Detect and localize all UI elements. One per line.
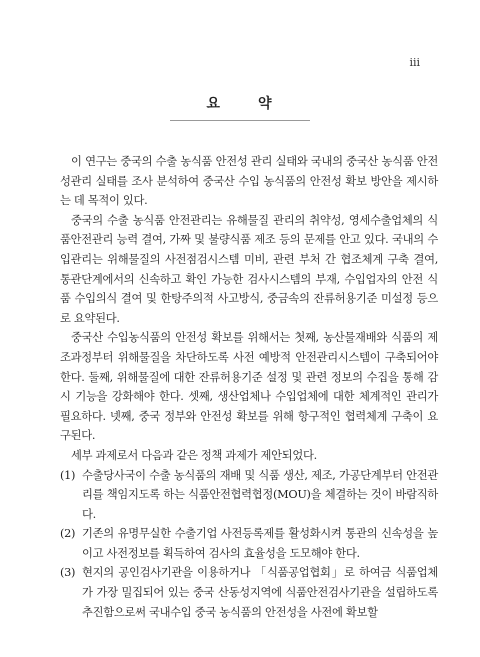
- list-item: [60, 563, 438, 622]
- title-char-2: 약: [258, 96, 274, 112]
- paragraph-measures: 중국산 수입농식품의 안전성 확보를 위해서는 첫째, 농산물재배와 식품의 제조과정부터 위해물질을 차단하도록 사전 예방적 안전관리시스템이 구축되어야 한다. 둘째, 위해물질에 대한 잔류허용기준 설정 및 관련 정보의 수집을 통해 감시 기능을 강화해야 한다. 셋째, 생산업체나 수입업체에 대한 체계적인 관리가 필요하다. 넷째, 중국 정부와 안전성 확보를 위해 항구적인 협력체계 구축이 요구된다.: [60, 331, 438, 443]
- page-title: [0, 93, 480, 113]
- paragraph-tasks-intro: 세부 과제로서 다음과 같은 정책 과제가 제안되었다.: [71, 448, 317, 462]
- list-item: [60, 466, 438, 525]
- page-number: iii: [409, 56, 420, 69]
- list-item-number: (3): [60, 566, 76, 580]
- list-item-number: (1): [60, 468, 76, 482]
- list-item-text: 현지의 공인검사기관을 이용하거나 「식품공업협회」로 하여금 식품업체가 가장 밀집되어 있는 중국 산동성지역에 식품안전검사기관을 설립하도록 추진함으로써 국내수입 중국 농식품의 안전성을 사전에 확보할: [82, 566, 438, 619]
- list-item-number: (2): [60, 527, 76, 541]
- list-item: [60, 524, 438, 563]
- summary-body: [60, 152, 438, 622]
- title-divider: [170, 120, 310, 121]
- title-char-1: 요: [206, 96, 222, 112]
- policy-task-list: [60, 466, 438, 623]
- list-item-text: 수출당사국이 수출 농식품의 재배 및 식품 생산, 제조, 가공단계부터 안전관리를 책임지도록 하는 식품안전협력협정(MOU)을 체결하는 것이 바람직하다.: [82, 468, 438, 521]
- paragraph-purpose: 이 연구는 중국의 수출 농식품 안전성 관리 실태와 국내의 중국산 농식품 안전성관리 실태를 조사 분석하여 중국산 수입 농식품의 안전성 확보 방안을 제시하는 데 목적이 있다.: [60, 155, 438, 208]
- paragraph-problems: 중국의 수출 농식품 안전관리는 유해물질 관리의 취약성, 영세수출업체의 식품안전관리 능력 결여, 가짜 및 불량식품 제조 등의 문제를 안고 있다. 국내의 수입관리는 위해물질의 사전점검시스템 미비, 관련 부처 간 협조체계 구축 결여, 통관단계에서의 신속하고 확인 가능한 검사시스템의 부재, 수입업자의 안전 식품 수입의식 결여 및 한탕주의적 사고방식, 중금속의 잔류허용기준 미설정 등으로 요약된다.: [60, 213, 438, 325]
- list-item-text: 기존의 유명무실한 수출기업 사전등록제를 활성화시켜 통관의 신속성을 높이고 사전정보를 획득하여 검사의 효율성을 도모해야 한다.: [82, 527, 438, 560]
